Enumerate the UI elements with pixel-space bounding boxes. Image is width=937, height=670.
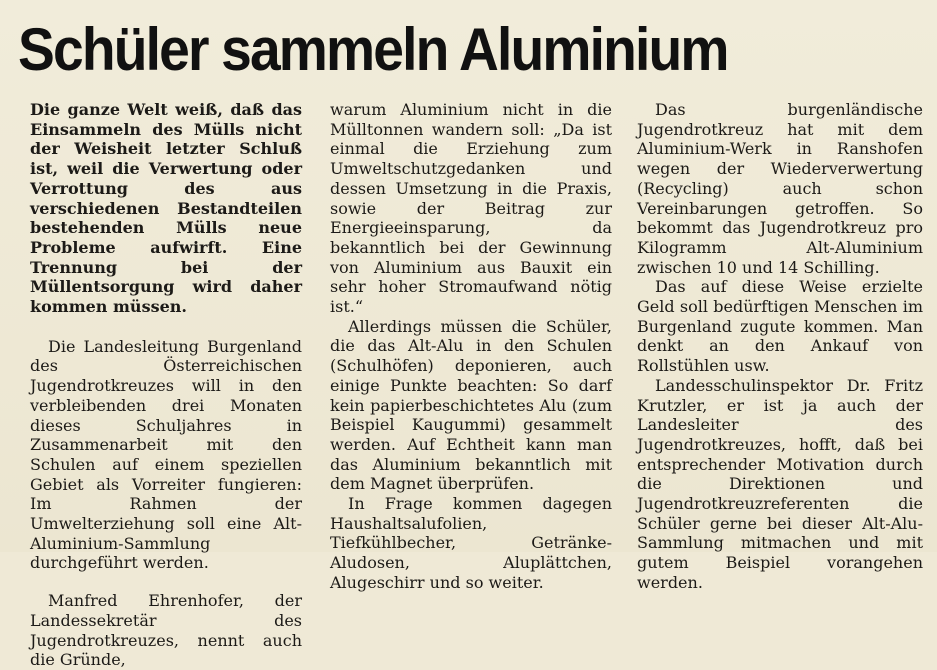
paragraph: Landesschulinspektor Dr. Fritz Krutzler, er ist ja auch der Landesleiter des Jugendrotkreuzes, hofft, daß bei entsprechender Motivation durch die Direktionen und Jugendrotkreuzreferenten die Schüler gerne bei dieser Alt-Alu-Sammlung mitmachen und mit gutem Beispiel vorangehen werden.: [637, 375, 923, 592]
paragraph: In Frage kommen dagegen Haushaltsalufolien, Tiefkühlbecher, Getränke-Aludosen, Aluplättchen, Alugeschirr und so weiter.: [330, 494, 612, 592]
paragraph: Allerdings müssen die Schüler, die das Alt-Alu in den Schulen (Schulhöfen) deponieren, auch einige Punkte beachten: So darf kein papierbeschichtetes Alu (zum Beispiel Kaugummi) gesammelt werden. Auf Echtheit kann man das Aluminium bekanntlich mit dem Magnet überprüfen.: [330, 316, 612, 494]
paragraph: Die Landesleitung Burgenland des Österreichischen Jugendrotkreuzes will in den verbleibenden drei Monaten dieses Schuljahres in Zusammenarbeit mit den Schulen auf einem speziellen Gebiet als Vorreiter fungieren: Im Rahmen der Umwelterziehung soll eine Alt-Aluminium-Sammlung durchgeführt werden.: [30, 336, 302, 573]
column-1: [30, 100, 302, 670]
headline: Schüler sammeln Aluminium: [18, 16, 728, 83]
paragraph: Das auf diese Weise erzielte Geld soll bedürftigen Menschen im Burgenland zugute kommen. Man denkt an den Ankauf von Rollstühlen usw.: [637, 277, 923, 376]
paragraph: Das burgenländische Jugendrotkreuz hat mit dem Aluminium-Werk in Ranshofen wegen der Wiederverwertung (Recycling) auch schon Vereinbarungen getroffen. So bekommt das Jugendrotkreuz pro Kilogramm Alt-Aluminium zwischen 10 und 14 Schilling.: [637, 100, 923, 277]
lead-paragraph: Die ganze Welt weiß, daß das Einsammeln des Mülls nicht der Weisheit letzter Schluß ist, weil die Verwertung oder Verrottung des aus verschiedenen Bestandteilen bestehenden Mülls neue Probleme aufwirft. Eine Trennung bei der Müllentsorgung wird daher kommen müssen.: [30, 100, 302, 317]
column-3: [637, 100, 923, 593]
paragraph: Manfred Ehrenhofer, der Landessekretär des Jugendrotkreuzes, nennt auch die Gründe,: [30, 591, 302, 670]
column-2: [330, 100, 612, 593]
paragraph: warum Aluminium nicht in die Mülltonnen wandern soll: „Da ist einmal die Erziehung zum Umweltschutzgedanken und dessen Umsetzung in die Praxis, sowie der Beitrag zur Energieeinsparung, da bekanntlich bei der Gewinnung von Aluminium aus Bauxit ein sehr hoher Stromaufwand nötig ist.“: [330, 100, 612, 317]
